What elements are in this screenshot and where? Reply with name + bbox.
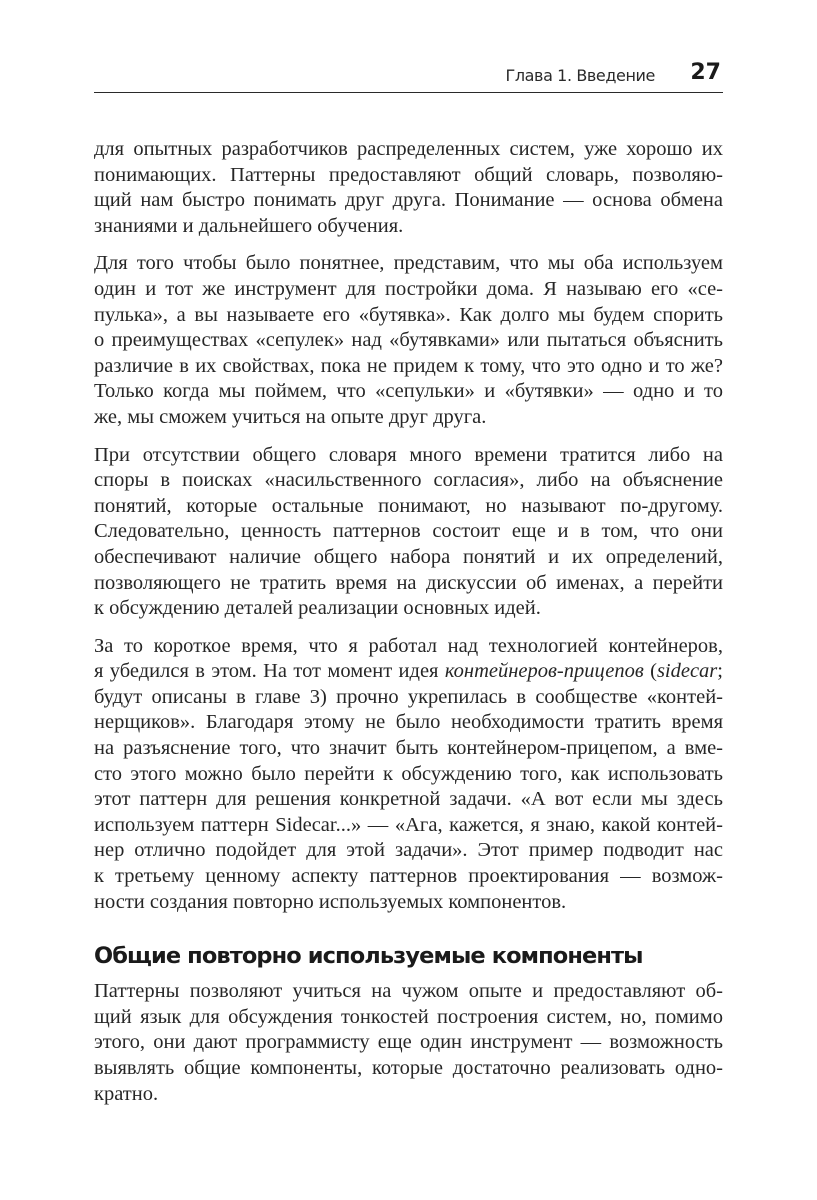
- text-line: будут описаны в главе 3) прочно укрепилась в сообществе «контей-: [94, 685, 723, 708]
- text-line: [94, 659, 723, 685]
- text-line: этого, они дают программисту еще один инструмент — возможность: [94, 1031, 723, 1054]
- text-line: нерщиков». Благодаря этому не было необходимости тратить время: [94, 711, 723, 734]
- running-head: Глава 1. Введение: [505, 66, 655, 85]
- text-line: позволяющего не тратить время на дискуссии об именах, а перейти: [94, 571, 723, 594]
- text-line: споры в поисках «насильственного согласия», либо на объяснение: [94, 469, 723, 492]
- text-line: За то короткое время, что я работал над технологией контейнеров,: [94, 634, 723, 657]
- term-containers-sidecars: контейнеров-прицепов: [444, 660, 644, 683]
- text-line: на разъяснение того, что значит быть контейнером-прицепом, а вме-: [94, 737, 723, 760]
- text-line: этот паттерн для решения конкретной задачи. «А вот если мы здесь: [94, 788, 723, 811]
- text-line: Для того чтобы было понятнее, представим, что мы оба используем: [94, 252, 723, 275]
- paragraph-1: [94, 137, 723, 239]
- text-line: сто этого можно было перейти к обсуждению того, как использовать: [94, 762, 723, 785]
- page-header: [94, 58, 723, 93]
- text-line: Паттерны позволяют учиться на чужом опыте и предоставляют об-: [94, 980, 723, 1003]
- page-number: 27: [690, 60, 721, 85]
- section-heading: Общие повторно используемые компоненты: [94, 943, 643, 970]
- text-line: пулька», а вы называете его «бутявка». Как долго мы будем спорить: [94, 303, 723, 326]
- text-line: Следовательно, ценность паттернов состоит еще и в том, что они: [94, 520, 723, 543]
- text-line: выявлять общие компоненты, которые достаточно реализовать одно-: [94, 1057, 723, 1079]
- paragraph-2: [94, 251, 723, 430]
- text-line: к третьему ценному аспекту паттернов проектирования — возмож-: [94, 865, 723, 888]
- text-line: При отсутствии общего словаря много времени тратится либо на: [94, 443, 723, 466]
- text-line: понимающих. Паттерны предоставляют общий словарь, позволяю-: [94, 163, 723, 186]
- text-line: для опытных разработчиков распределенных систем, уже хорошо их: [94, 138, 723, 160]
- text-fragment: ;: [717, 660, 723, 683]
- text-line: Только когда мы поймем, что «сепульки» и «бутявки» — одно и то: [94, 380, 723, 403]
- text-fragment: (: [643, 660, 657, 683]
- text-line: о преимуществах «сепулек» над «бутявками» или пытаться объяснить: [94, 329, 723, 352]
- text-line: к обсуждению деталей реализации основных идей.: [94, 597, 541, 620]
- text-line: различие в их свойствах, пока не придем к тому, что это одно и то же?: [94, 354, 723, 377]
- text-line: же, мы сможем учиться на опыте друг друга.: [94, 405, 487, 428]
- text-line: знаниями и дальнейшего обучения.: [94, 214, 404, 237]
- text-line: щий язык для обсуждения тонкостей построения систем, но, помимо: [94, 1005, 723, 1028]
- text-fragment: я убедился в этом. На тот момент идея: [94, 660, 445, 683]
- paragraph-3: [94, 443, 723, 622]
- text-line: нер отлично подойдет для этой задачи». Этот пример подводит нас: [94, 839, 723, 862]
- text-line: один и тот же инструмент для постройки дома. Я называю его «се-: [94, 277, 723, 300]
- paragraph-4: [94, 634, 723, 916]
- term-sidecar: sidecar: [656, 660, 718, 683]
- text-line: понятий, которые остальные понимают, но называют по-другому.: [94, 494, 723, 517]
- page-body: [94, 137, 723, 1119]
- section-paragraph: [94, 979, 723, 1107]
- text-line: обеспечивают наличие общего набора понятий и их определений,: [94, 545, 723, 568]
- text-line: ности создания повторно используемых компонентов.: [94, 890, 567, 913]
- text-line: щий нам быстро понимать друг друга. Понимание — основа обмена: [94, 189, 723, 212]
- text-line: используем паттерн Sidecar...» — «Ага, кажется, я знаю, какой контей-: [94, 813, 723, 836]
- text-line: кратно.: [94, 1082, 159, 1105]
